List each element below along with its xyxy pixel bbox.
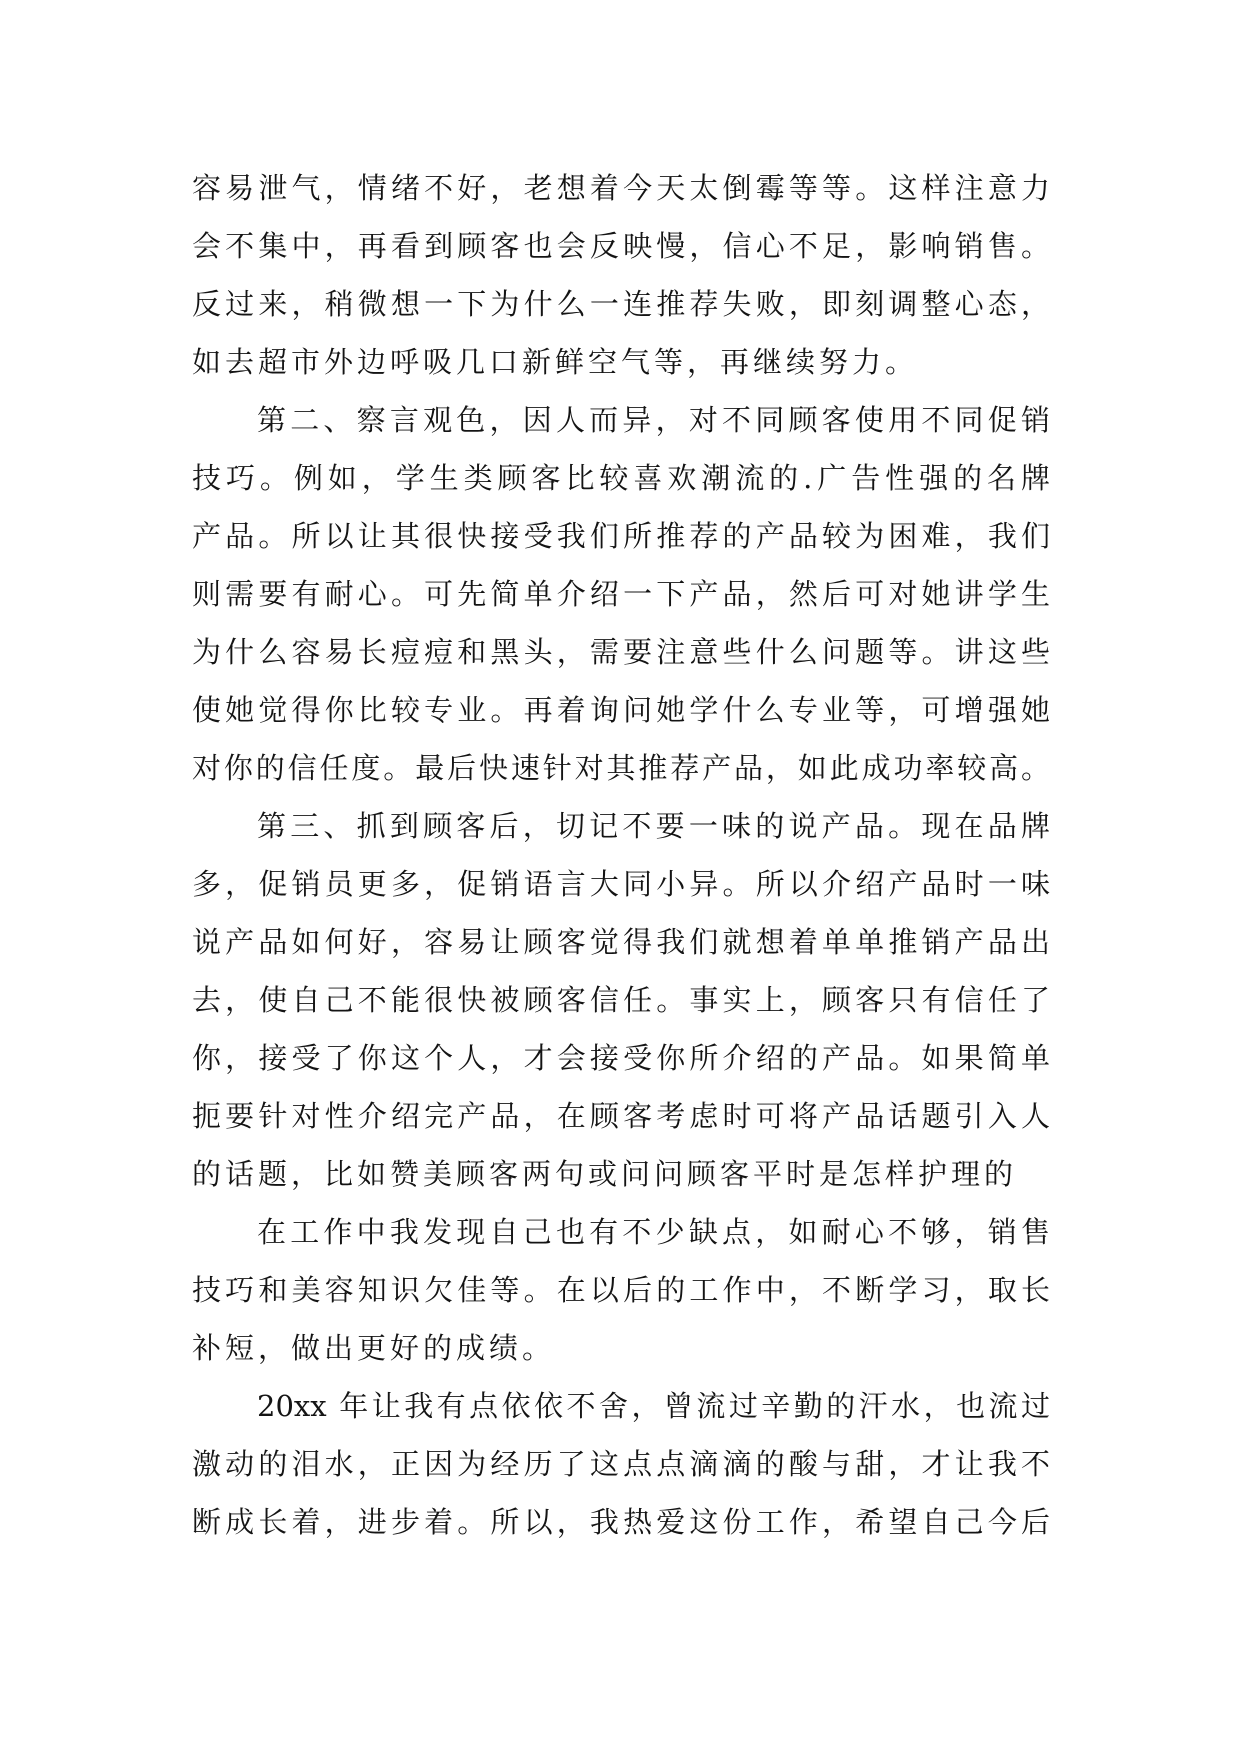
text-line: 补短，做出更好的成绩。: [192, 1331, 556, 1365]
text-line: 20xx 年让我有点依依不舍，曾流过辛勤的汗水，也流过: [257, 1389, 1050, 1423]
text-line: 的话题，比如赞美顾客两句或问问顾客平时是怎样护理的: [192, 1157, 1018, 1191]
text-line: 容易泄气，情绪不好，老想着今天太倒霉等等。这样注意力: [192, 171, 1050, 205]
text-line: 断成长着，进步着。所以，我热爱这份工作，希望自己今后: [192, 1505, 1050, 1539]
text-line: 则需要有耐心。可先简单介绍一下产品，然后可对她讲学生: [192, 577, 1050, 611]
text-line: 如去超市外边呼吸几口新鲜空气等，再继续努力。: [192, 345, 919, 379]
text-line: 激动的泪水，正因为经历了这点点滴滴的酸与甜，才让我不: [192, 1447, 1050, 1481]
text-line: 在工作中我发现自己也有不少缺点，如耐心不够，销售: [257, 1215, 1050, 1249]
text-line: 技巧和美容知识欠佳等。在以后的工作中，不断学习，取长: [192, 1273, 1050, 1307]
text-line: 去，使自己不能很快被顾客信任。事实上，顾客只有信任了: [192, 983, 1050, 1017]
text-line: 为什么容易长痘痘和黑头，需要注意些什么问题等。讲这些: [192, 635, 1050, 669]
text-line: 说产品如何好，容易让顾客觉得我们就想着单单推销产品出: [192, 925, 1050, 959]
text-line: 对你的信任度。最后快速针对其推荐产品，如此成功率较高。: [192, 751, 1050, 785]
text-line: 多，促销员更多，促销语言大同小异。所以介绍产品时一味: [192, 867, 1050, 901]
text-line: 会不集中，再看到顾客也会反映慢，信心不足，影响销售。: [192, 229, 1050, 263]
text-line: 第三、抓到顾客后，切记不要一味的说产品。现在品牌: [257, 809, 1050, 843]
text-line: 你，接受了你这个人，才会接受你所介绍的产品。如果简单: [192, 1041, 1050, 1075]
text-line: 使她觉得你比较专业。再着询问她学什么专业等，可增强她: [192, 693, 1050, 727]
text-line: 技巧。例如，学生类顾客比较喜欢潮流的.广告性强的名牌: [192, 461, 1050, 495]
text-line: 扼要针对性介绍完产品，在顾客考虑时可将产品话题引入人: [192, 1099, 1050, 1133]
text-line: 产品。所以让其很快接受我们所推荐的产品较为困难，我们: [192, 519, 1050, 553]
body-text: [192, 159, 1050, 1551]
text-line: 第二、察言观色，因人而异，对不同顾客使用不同促销: [257, 403, 1050, 437]
text-line: 反过来，稍微想一下为什么一连推荐失败，即刻调整心态，: [192, 287, 1050, 321]
